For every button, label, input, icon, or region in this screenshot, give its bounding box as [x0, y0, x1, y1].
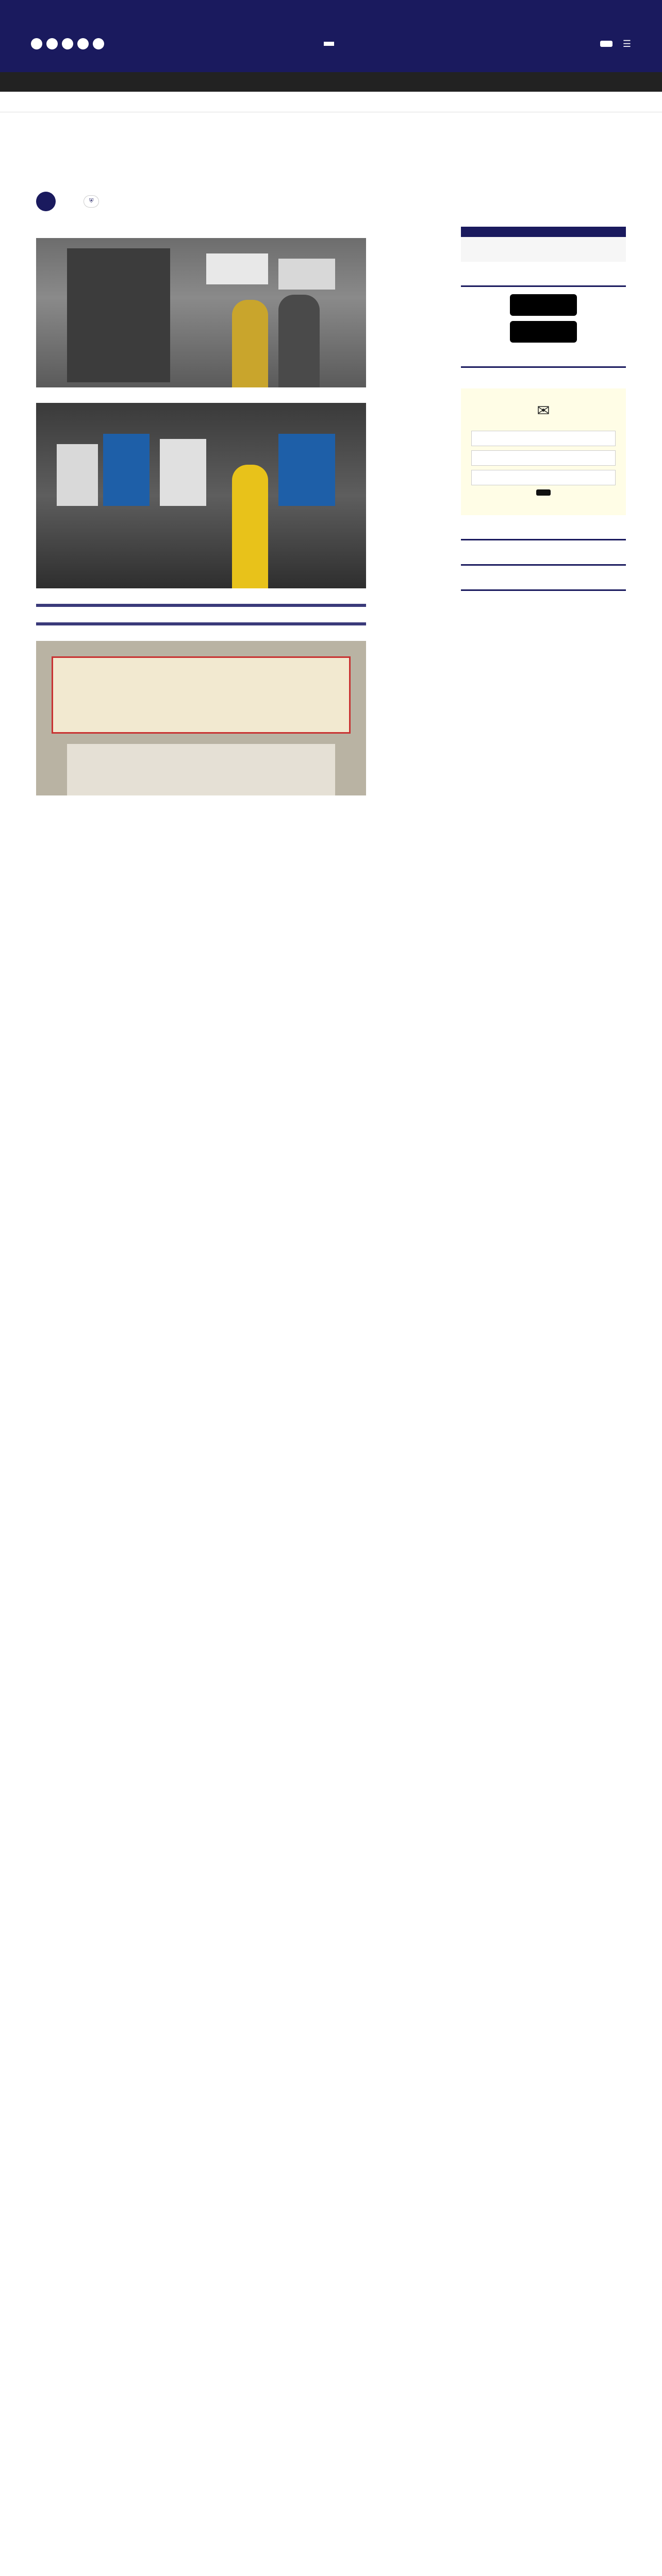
- social-icon[interactable]: [31, 38, 42, 49]
- logo-mark: [324, 42, 334, 46]
- ad-space: [36, 112, 626, 179]
- author-avatar[interactable]: [36, 192, 56, 211]
- about-title: [461, 536, 626, 540]
- envelope-icon: ✉: [537, 402, 550, 419]
- latest-stories-widget: [461, 561, 626, 566]
- donate-title: [461, 227, 626, 237]
- app-store-badge[interactable]: [510, 321, 577, 343]
- table-title: [36, 604, 366, 607]
- results-table-nt-west: [36, 622, 366, 625]
- results-table-hk-island: [36, 604, 366, 607]
- support-button[interactable]: [600, 41, 613, 47]
- features-widget: [461, 586, 626, 591]
- sidebar: [461, 227, 626, 811]
- photo-polling-station: [36, 641, 366, 795]
- article-body: [36, 227, 366, 811]
- membership-widget: [461, 363, 626, 368]
- figure-photo-3: [36, 641, 366, 795]
- donate-widget: [461, 227, 626, 262]
- main-nav: [0, 72, 662, 92]
- membership-title: [461, 363, 626, 368]
- site-header: [0, 15, 662, 72]
- figure-photo-2: [36, 403, 366, 588]
- menu-icon[interactable]: ☰: [622, 38, 631, 49]
- site-logo[interactable]: [324, 40, 338, 48]
- social-icon[interactable]: [93, 38, 104, 49]
- article-meta: [36, 192, 626, 211]
- social-icon[interactable]: [77, 38, 89, 49]
- table-title: [36, 622, 366, 625]
- social-icon[interactable]: [46, 38, 58, 49]
- utility-bar: [0, 0, 662, 15]
- trending-bar: [0, 92, 662, 112]
- apps-title: [461, 282, 626, 287]
- about-widget: [461, 536, 626, 540]
- trust-link[interactable]: [84, 195, 99, 208]
- newsletter-widget: [461, 388, 626, 515]
- latest-stories-title: [461, 561, 626, 566]
- photo-campaigners: [36, 403, 366, 588]
- shield-icon: ⛨: [89, 198, 94, 205]
- signup-button[interactable]: [536, 489, 551, 496]
- first-name-input[interactable]: [471, 431, 616, 446]
- email-input[interactable]: [471, 470, 616, 485]
- figure-photo-1: [36, 238, 366, 387]
- social-icon[interactable]: [62, 38, 73, 49]
- social-links: [31, 38, 104, 49]
- features-title: [461, 586, 626, 591]
- apps-widget: [461, 282, 626, 343]
- last-name-input[interactable]: [471, 450, 616, 466]
- photo-legco-signs: [36, 238, 366, 387]
- google-play-badge[interactable]: [510, 294, 577, 316]
